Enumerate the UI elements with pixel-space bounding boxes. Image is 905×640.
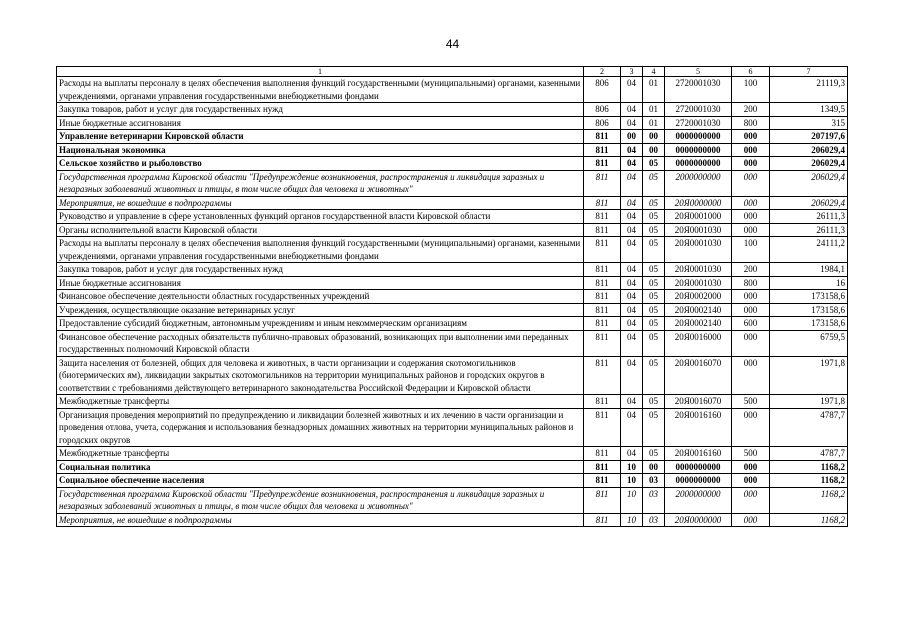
row-subsection: 01 — [643, 116, 665, 130]
row-target-article: 20Я0002140 — [665, 317, 732, 331]
row-section: 04 — [621, 408, 643, 447]
row-subsection: 05 — [643, 290, 665, 304]
row-section: 04 — [621, 170, 643, 196]
row-expense-type: 100 — [732, 77, 770, 103]
row-code: 811 — [584, 303, 621, 317]
row-subsection: 01 — [643, 103, 665, 117]
row-expense-type: 000 — [732, 143, 770, 157]
row-amount: 26111,3 — [770, 210, 848, 224]
row-code: 811 — [584, 130, 621, 144]
row-section: 04 — [621, 330, 643, 356]
row-section: 10 — [621, 487, 643, 513]
row-target-article: 0000000000 — [665, 474, 732, 488]
row-amount: 1971,8 — [770, 356, 848, 395]
table-row — [57, 317, 848, 331]
row-name: Государственная программа Кировской области "Предупреждение возникновения, распространения и ликвидация заразных и незаразных заболеваний животных и птицы, в том числе общих для человека и животных" — [57, 487, 584, 513]
table-row — [57, 395, 848, 409]
row-expense-type: 000 — [732, 196, 770, 210]
row-name: Руководство и управление в сфере установленных функций органов государственной власти Кировской области — [57, 210, 584, 224]
row-section: 04 — [621, 303, 643, 317]
row-subsection: 03 — [643, 513, 665, 527]
table-row — [57, 157, 848, 171]
table-row — [57, 460, 848, 474]
row-amount: 24111,2 — [770, 237, 848, 263]
row-name: Иные бюджетные ассигнования — [57, 116, 584, 130]
table-row — [57, 210, 848, 224]
row-section: 04 — [621, 157, 643, 171]
row-expense-type: 000 — [732, 460, 770, 474]
row-subsection: 00 — [643, 143, 665, 157]
table-row — [57, 487, 848, 513]
row-target-article: 2720001030 — [665, 103, 732, 117]
row-subsection: 05 — [643, 408, 665, 447]
row-section: 10 — [621, 460, 643, 474]
row-name: Защита населения от болезней, общих для человека и животных, в части организации и содержания скотомогильников (биотермических ям), ликвидации закрытых скотомогильников на территории муниципальных районов и городских округов в соответствии с требованиями действующего ветеринарного законодательства Российской Федерации и Кировской области — [57, 356, 584, 395]
row-section: 04 — [621, 290, 643, 304]
budget-table-body — [57, 67, 848, 527]
row-target-article: 20Я0016070 — [665, 356, 732, 395]
row-target-article: 20Я0001030 — [665, 276, 732, 290]
row-amount: 206029,4 — [770, 143, 848, 157]
row-subsection: 05 — [643, 237, 665, 263]
row-target-article: 20Я0001030 — [665, 223, 732, 237]
row-subsection: 05 — [643, 276, 665, 290]
row-code: 811 — [584, 276, 621, 290]
row-target-article: 2000000000 — [665, 170, 732, 196]
table-row — [57, 513, 848, 527]
row-code: 811 — [584, 356, 621, 395]
table-row — [57, 143, 848, 157]
table-row — [57, 130, 848, 144]
row-name: Учреждения, осуществляющие оказание ветеринарных услуг — [57, 303, 584, 317]
row-name: Межбюджетные трансферты — [57, 395, 584, 409]
table-row — [57, 356, 848, 395]
row-code: 811 — [584, 223, 621, 237]
row-target-article: 20Я0016000 — [665, 330, 732, 356]
row-expense-type: 000 — [732, 356, 770, 395]
table-row — [57, 77, 848, 103]
row-subsection: 05 — [643, 303, 665, 317]
row-target-article: 20Я0001030 — [665, 237, 732, 263]
row-target-article: 20Я0001030 — [665, 263, 732, 277]
row-code: 811 — [584, 143, 621, 157]
column-number: 6 — [732, 67, 770, 77]
row-subsection: 01 — [643, 77, 665, 103]
row-expense-type: 100 — [732, 237, 770, 263]
row-section: 04 — [621, 356, 643, 395]
row-expense-type: 000 — [732, 303, 770, 317]
row-expense-type: 000 — [732, 487, 770, 513]
column-number: 1 — [57, 67, 584, 77]
row-code: 811 — [584, 460, 621, 474]
row-amount: 173158,6 — [770, 303, 848, 317]
row-target-article: 20Я0002140 — [665, 303, 732, 317]
table-row — [57, 330, 848, 356]
row-amount: 1349,5 — [770, 103, 848, 117]
row-code: 811 — [584, 157, 621, 171]
row-expense-type: 000 — [732, 408, 770, 447]
row-code: 811 — [584, 210, 621, 224]
row-subsection: 05 — [643, 157, 665, 171]
row-target-article: 0000000000 — [665, 143, 732, 157]
row-subsection: 05 — [643, 263, 665, 277]
row-expense-type: 000 — [732, 330, 770, 356]
table-row — [57, 223, 848, 237]
row-section: 04 — [621, 223, 643, 237]
row-amount: 1971,8 — [770, 395, 848, 409]
row-amount: 206029,4 — [770, 196, 848, 210]
column-number: 3 — [621, 67, 643, 77]
row-target-article: 20Я0016160 — [665, 408, 732, 447]
row-amount: 16 — [770, 276, 848, 290]
table-row — [57, 447, 848, 461]
page-number: 44 — [445, 37, 460, 51]
row-code: 811 — [584, 447, 621, 461]
row-name: Национальная экономика — [57, 143, 584, 157]
row-amount: 4787,7 — [770, 447, 848, 461]
row-expense-type: 000 — [732, 474, 770, 488]
row-section: 04 — [621, 116, 643, 130]
row-expense-type: 000 — [732, 223, 770, 237]
row-name: Сельское хозяйство и рыболовство — [57, 157, 584, 171]
row-name: Социальная политика — [57, 460, 584, 474]
table-row — [57, 103, 848, 117]
row-section: 04 — [621, 77, 643, 103]
row-code: 811 — [584, 395, 621, 409]
row-subsection: 05 — [643, 356, 665, 395]
row-subsection: 00 — [643, 130, 665, 144]
row-amount: 173158,6 — [770, 290, 848, 304]
row-amount: 6759,5 — [770, 330, 848, 356]
row-section: 04 — [621, 143, 643, 157]
row-target-article: 0000000000 — [665, 157, 732, 171]
row-name: Расходы на выплаты персоналу в целях обеспечения выполнения функций государственными (муниципальными) органами, казенными учреждениями, органами управления государственными внебюджетными фондами — [57, 237, 584, 263]
table-row — [57, 290, 848, 304]
row-amount: 1168,2 — [770, 513, 848, 527]
row-section: 10 — [621, 513, 643, 527]
row-name: Социальное обеспечение населения — [57, 474, 584, 488]
row-name: Управление ветеринарии Кировской области — [57, 130, 584, 144]
row-code: 806 — [584, 103, 621, 117]
table-row — [57, 276, 848, 290]
row-name: Расходы на выплаты персоналу в целях обеспечения выполнения функций государственными (муниципальными) органами, казенными учреждениями, органами управления государственными внебюджетными фондами — [57, 77, 584, 103]
row-amount: 4787,7 — [770, 408, 848, 447]
row-expense-type: 600 — [732, 317, 770, 331]
row-code: 811 — [584, 474, 621, 488]
row-subsection: 03 — [643, 474, 665, 488]
table-row — [57, 237, 848, 263]
row-expense-type: 000 — [732, 157, 770, 171]
row-target-article: 20Я0000000 — [665, 196, 732, 210]
row-name: Финансовое обеспечение деятельности областных государственных учреждений — [57, 290, 584, 304]
row-target-article: 0000000000 — [665, 130, 732, 144]
row-amount: 315 — [770, 116, 848, 130]
row-subsection: 05 — [643, 330, 665, 356]
row-name: Закупка товаров, работ и услуг для государственных нужд — [57, 103, 584, 117]
row-subsection: 00 — [643, 460, 665, 474]
row-name: Иные бюджетные ассигнования — [57, 276, 584, 290]
row-amount: 1168,2 — [770, 474, 848, 488]
row-code: 806 — [584, 77, 621, 103]
row-section: 04 — [621, 237, 643, 263]
row-code: 806 — [584, 116, 621, 130]
row-section: 04 — [621, 276, 643, 290]
column-number-row — [57, 67, 848, 77]
row-amount: 206029,4 — [770, 170, 848, 196]
row-amount: 207197,6 — [770, 130, 848, 144]
row-amount: 21119,3 — [770, 77, 848, 103]
row-name: Органы исполнительной власти Кировской области — [57, 223, 584, 237]
row-expense-type: 500 — [732, 447, 770, 461]
row-name: Мероприятия, не вошедшие в подпрограммы — [57, 196, 584, 210]
row-code: 811 — [584, 317, 621, 331]
row-name: Предоставление субсидий бюджетным, автономным учреждениям и иным некоммерческим организациям — [57, 317, 584, 331]
row-code: 811 — [584, 330, 621, 356]
row-target-article: 20Я0001000 — [665, 210, 732, 224]
table-row — [57, 263, 848, 277]
row-code: 811 — [584, 290, 621, 304]
row-subsection: 05 — [643, 196, 665, 210]
column-number: 7 — [770, 67, 848, 77]
row-name: Межбюджетные трансферты — [57, 447, 584, 461]
row-target-article: 20Я0016070 — [665, 395, 732, 409]
row-target-article: 0000000000 — [665, 460, 732, 474]
row-section: 04 — [621, 317, 643, 331]
row-amount: 206029,4 — [770, 157, 848, 171]
row-name: Финансовое обеспечение расходных обязательств публично-правовых образований, возникающих при выполнении ими переданных государственных полномочий Кировской области — [57, 330, 584, 356]
row-amount: 173158,6 — [770, 317, 848, 331]
row-code: 811 — [584, 408, 621, 447]
row-expense-type: 800 — [732, 276, 770, 290]
row-code: 811 — [584, 513, 621, 527]
row-target-article: 2720001030 — [665, 77, 732, 103]
row-subsection: 05 — [643, 317, 665, 331]
row-subsection: 05 — [643, 170, 665, 196]
row-expense-type: 000 — [732, 513, 770, 527]
row-expense-type: 200 — [732, 263, 770, 277]
row-code: 811 — [584, 263, 621, 277]
table-row — [57, 303, 848, 317]
row-section: 04 — [621, 447, 643, 461]
row-target-article: 2000000000 — [665, 487, 732, 513]
table-row — [57, 196, 848, 210]
row-section: 00 — [621, 130, 643, 144]
table-row — [57, 170, 848, 196]
row-name: Организация проведения мероприятий по предупреждению и ликвидации болезней животных и их лечению в части организации и проведения отлова, учета, содержания и использования безнадзорных домашних животных на территории муниципальных районов и городских округов — [57, 408, 584, 447]
row-code: 811 — [584, 170, 621, 196]
row-amount: 1168,2 — [770, 460, 848, 474]
row-expense-type: 500 — [732, 395, 770, 409]
column-number: 5 — [665, 67, 732, 77]
budget-table — [56, 66, 848, 527]
table-row — [57, 116, 848, 130]
row-section: 04 — [621, 196, 643, 210]
row-code: 811 — [584, 237, 621, 263]
row-section: 04 — [621, 210, 643, 224]
row-expense-type: 800 — [732, 116, 770, 130]
row-code: 811 — [584, 196, 621, 210]
column-number: 2 — [584, 67, 621, 77]
row-subsection: 05 — [643, 210, 665, 224]
row-expense-type: 000 — [732, 170, 770, 196]
row-amount: 26111,3 — [770, 223, 848, 237]
row-expense-type: 000 — [732, 290, 770, 304]
row-target-article: 20Я0000000 — [665, 513, 732, 527]
row-amount: 1168,2 — [770, 487, 848, 513]
row-code: 811 — [584, 487, 621, 513]
row-subsection: 05 — [643, 395, 665, 409]
row-subsection: 05 — [643, 447, 665, 461]
row-section: 10 — [621, 474, 643, 488]
row-name: Государственная программа Кировской области "Предупреждение возникновения, распространения и ликвидация заразных и незаразных заболеваний животных и птицы, в том числе общих для человека и животных" — [57, 170, 584, 196]
row-target-article: 20Я0002000 — [665, 290, 732, 304]
row-amount: 1984,1 — [770, 263, 848, 277]
row-expense-type: 000 — [732, 210, 770, 224]
row-expense-type: 200 — [732, 103, 770, 117]
row-section: 04 — [621, 103, 643, 117]
row-name: Мероприятия, не вошедшие в подпрограммы — [57, 513, 584, 527]
row-section: 04 — [621, 395, 643, 409]
row-section: 04 — [621, 263, 643, 277]
row-target-article: 20Я0016160 — [665, 447, 732, 461]
row-name: Закупка товаров, работ и услуг для государственных нужд — [57, 263, 584, 277]
table-row — [57, 474, 848, 488]
row-subsection: 05 — [643, 223, 665, 237]
row-target-article: 2720001030 — [665, 116, 732, 130]
table-row — [57, 408, 848, 447]
column-number: 4 — [643, 67, 665, 77]
row-expense-type: 000 — [732, 130, 770, 144]
row-subsection: 03 — [643, 487, 665, 513]
